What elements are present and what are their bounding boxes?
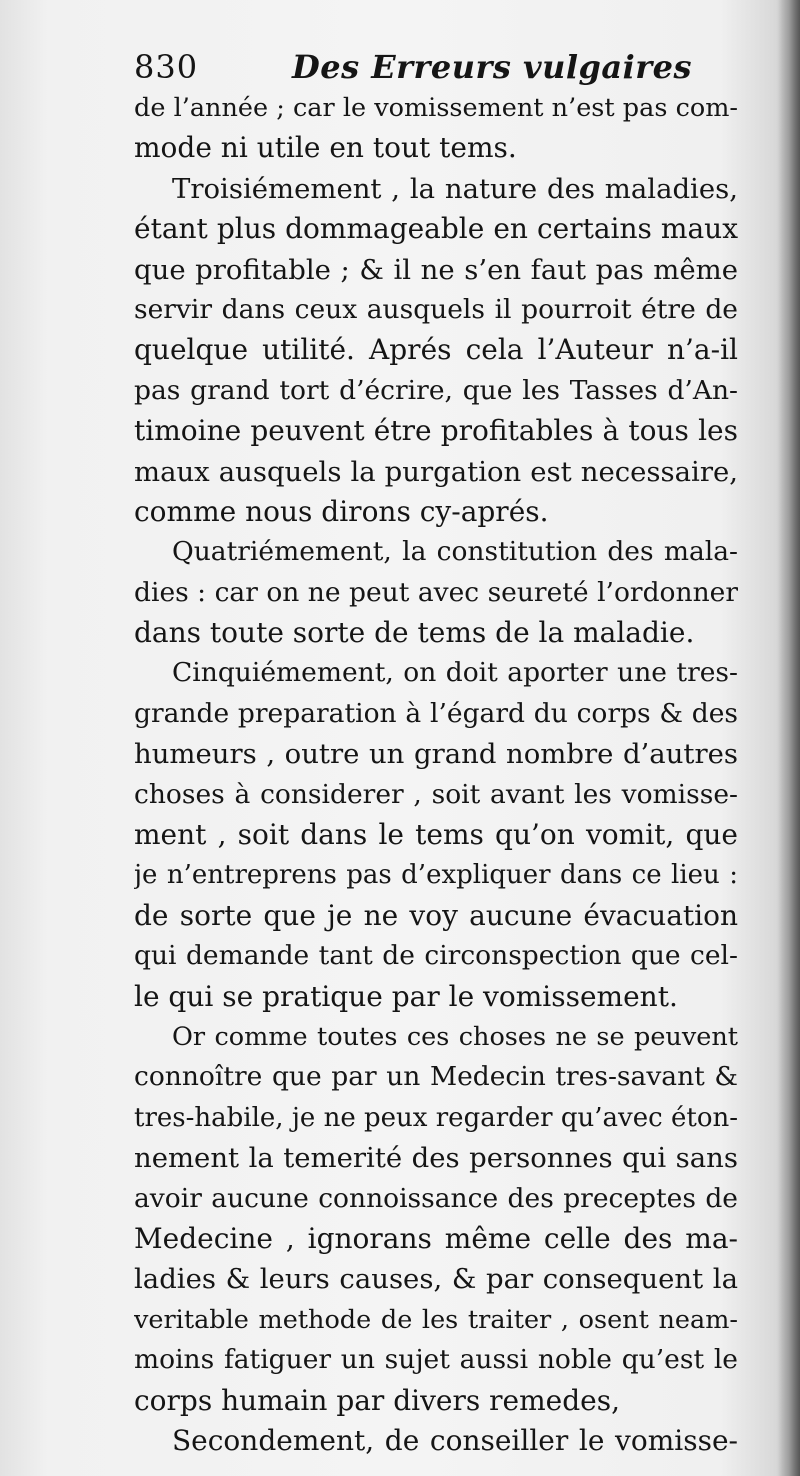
paragraph-start-line: Cinquiémement, on doit aporter une tres- xyxy=(172,657,738,689)
text-line: mode ni utile en tout tems. xyxy=(134,131,517,165)
text-line: je n’entreprens pas d’expliquer dans ce lieu : xyxy=(134,860,738,891)
text-line: veritable methode de les traiter , osent neam- xyxy=(134,1304,738,1335)
text-line: humeurs , outre un grand nombre d’autres xyxy=(134,738,738,771)
text-line: avoir aucune connoissance des preceptes de xyxy=(134,1182,738,1214)
text-line: connoître que par un Medecin tres-savant & xyxy=(134,1061,738,1093)
text-line: pas grand tort d’écrire, que les Tasses d’An- xyxy=(134,374,738,406)
text-line: quelque utilité. Aprés cela l’Auteur n’a-il xyxy=(134,333,738,367)
text-line: ladies & leurs causes, & par consequent la xyxy=(134,1263,738,1296)
paragraph-start-line: Troisiémement , la nature des maladies, xyxy=(172,172,738,205)
text-line: que profitable ; & il ne s’en faut pas même xyxy=(134,253,738,286)
page-number: 830 xyxy=(134,48,199,86)
text-line: corps humain par divers remedes, xyxy=(134,1383,620,1417)
text-line: servir dans ceux ausquels il pourroit étre de xyxy=(134,293,738,325)
text-line: tres-habile, je ne peux regarder qu’avec éton- xyxy=(134,1102,738,1133)
text-line: comme nous dirons cy-aprés. xyxy=(134,494,549,528)
text-line: dans toute sorte de tems de la maladie. xyxy=(134,616,695,650)
page-edge-shadow xyxy=(778,0,800,1476)
text-line: ment , soit dans le tems qu’on vomit, que xyxy=(134,818,738,852)
page-header xyxy=(134,40,734,94)
text-line: étant plus dommageable en certains maux xyxy=(134,212,738,246)
text-line: Medecine , ignorans même celle des ma- xyxy=(134,1221,738,1255)
running-title: Des Erreurs vulgaires xyxy=(292,48,693,86)
text-line: grande preparation à l’égard du corps & des xyxy=(134,697,738,729)
text-line: qui demande tant de circonspection que cel- xyxy=(134,940,738,972)
text-line: le qui se pratique par le vomissement. xyxy=(134,979,678,1013)
text-line: moins fatiguer un sujet aussi noble qu’est le xyxy=(134,1344,738,1376)
body-text xyxy=(134,88,738,1461)
paragraph-start-line: Secondement, de conseiller le vomisse- xyxy=(172,1423,738,1457)
text-line: de sorte que je ne voy aucune évacuation xyxy=(134,898,738,932)
paragraph-start-line: Or comme toutes ces choses ne se peuvent xyxy=(172,1021,738,1052)
text-line: maux ausquels la purgation est necessaire, xyxy=(134,455,738,488)
text-line: choses à considerer , soit avant les vomisse- xyxy=(134,778,738,810)
text-line: de l’année ; car le vomissement n’est pas com- xyxy=(134,93,738,123)
text-line: dies : car on ne peut avec seureté l’ordonner xyxy=(134,576,738,608)
paragraph-start-line: Quatriémement, la constitution des mala- xyxy=(172,536,738,568)
text-line: timoine peuvent étre profitables à tous les xyxy=(134,414,738,448)
text-line: nement la temerité des personnes qui sans xyxy=(134,1142,738,1175)
